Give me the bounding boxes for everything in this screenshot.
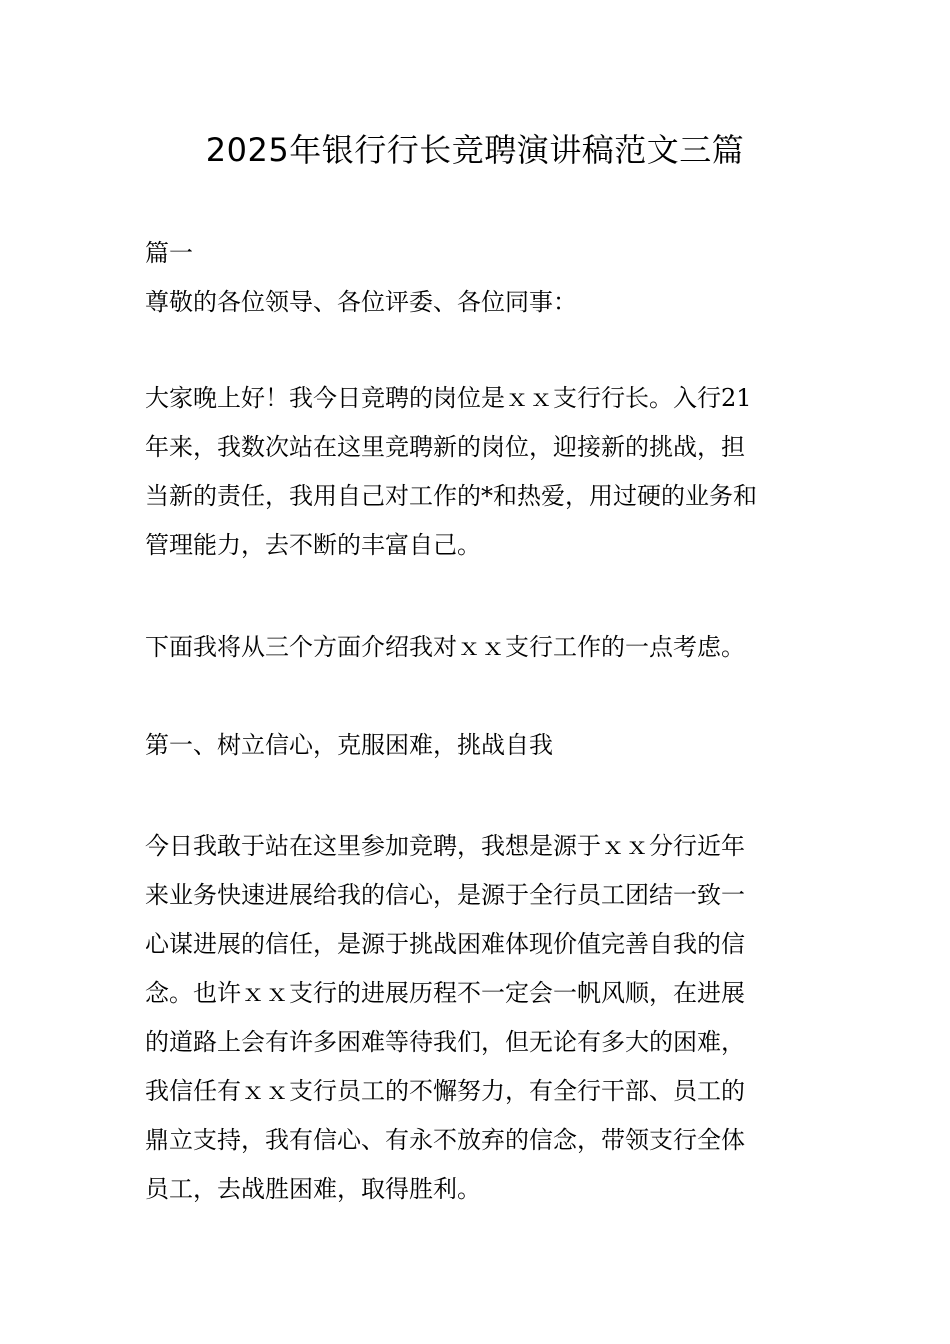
paragraph-3-line: 鼎立支持，我有信心、有永不放弃的信念，带领支行全体 (145, 1126, 745, 1154)
paragraph-1-line: 管理能力，去不断的丰富自己。 (145, 531, 481, 559)
paragraph-3-line: 的道路上会有许多困难等待我们，但无论有多大的困难， (145, 1028, 745, 1056)
paragraph-3-line: 念。也许ｘｘ支行的进展历程不一定会一帆风顺，在进展 (145, 979, 745, 1007)
paragraph-1-line: 大家晚上好！我今日竞聘的岗位是ｘｘ支行行长。入行21 (145, 384, 752, 412)
paragraph-1-line: 年来，我数次站在这里竞聘新的岗位，迎接新的挑战，担 (145, 433, 745, 461)
section-label (145, 229, 810, 278)
document-title: 2025年银行行长竞聘演讲稿范文三篇 (205, 131, 745, 169)
paragraph-1 (145, 374, 810, 570)
heading-1 (145, 721, 810, 770)
paragraph-3-line: 我信任有ｘｘ支行员工的不懈努力，有全行干部、员工的 (145, 1077, 745, 1105)
salutation (145, 278, 810, 327)
paragraph-1-line: 当新的责任，我用自己对工作的*和热爱，用过硬的业务和 (145, 482, 757, 510)
paragraph-2 (145, 623, 810, 672)
paragraph-3 (145, 822, 810, 1214)
salutation-text: 尊敬的各位领导、各位评委、各位同事： (145, 288, 577, 316)
paragraph-3-line: 来业务快速进展给我的信心，是源于全行员工团结一致一 (145, 881, 745, 909)
heading-1-text: 第一、树立信心，克服困难，挑战自我 (145, 731, 553, 759)
section-label-text: 篇一 (145, 239, 193, 267)
paragraph-3-line: 心谋进展的信任，是源于挑战困难体现价值完善自我的信 (145, 930, 745, 958)
paragraph-2-text: 下面我将从三个方面介绍我对ｘｘ支行工作的一点考虑。 (145, 633, 745, 661)
paragraph-3-line: 今日我敢于站在这里参加竞聘，我想是源于ｘｘ分行近年 (145, 832, 745, 860)
paragraph-3-line: 员工，去战胜困难，取得胜利。 (145, 1175, 481, 1203)
